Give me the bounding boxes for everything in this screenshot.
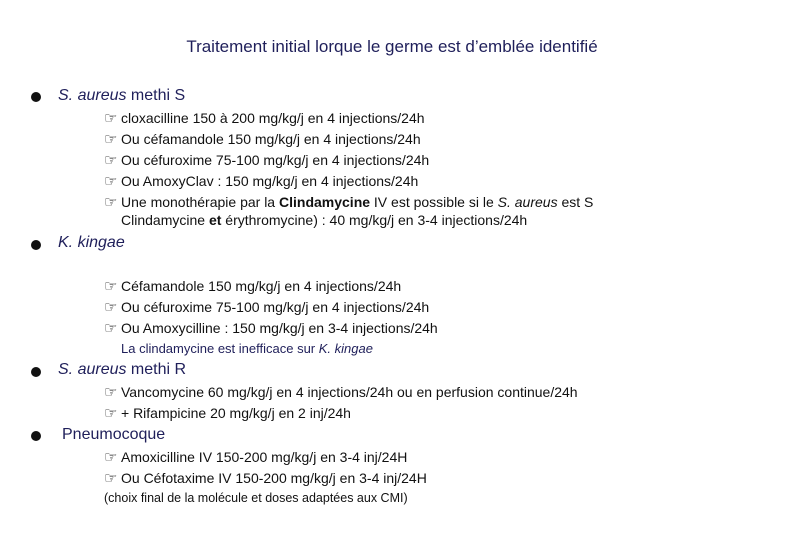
pointing-hand-icon: ☞ — [104, 131, 118, 148]
section-heading-s-aureus-methi-s: S. aureus methi S — [58, 87, 186, 104]
pointing-hand-icon: ☞ — [104, 173, 118, 190]
list-item-special: ☞ Une monothérapie par la Clindamycine IV est possible si le S. aureus est S — [104, 194, 594, 211]
list-item: ☞ Ou céfamandole 150 mg/kg/j en 4 injections/24h — [104, 131, 421, 148]
list-item: ☞ Ou céfuroxime 75-100 mg/kg/j en 4 injections/24h — [104, 299, 430, 316]
bullet-icon — [31, 431, 41, 441]
bullet-icon — [31, 92, 41, 102]
pointing-hand-icon: ☞ — [104, 278, 118, 295]
pointing-hand-icon: ☞ — [104, 384, 118, 401]
list-item: ☞ + Rifampicine 20 mg/kg/j en 2 inj/24h — [104, 405, 351, 422]
section-heading-s-aureus-methi-r: S. aureus methi R — [58, 361, 187, 378]
list-item: ☞ Ou Céfotaxime IV 150-200 mg/kg/j en 3-4 inj/24H — [104, 470, 427, 487]
pointing-hand-icon: ☞ — [104, 449, 118, 466]
pointing-hand-icon: ☞ — [104, 110, 118, 127]
pointing-hand-icon: ☞ — [104, 470, 118, 487]
section-heading-k-kingae: K. kingae — [58, 234, 125, 251]
pointing-hand-icon: ☞ — [104, 320, 118, 337]
bullet-icon — [31, 367, 41, 377]
list-item: ☞ Amoxicilline IV 150-200 mg/kg/j en 3-4 inj/24H — [104, 449, 408, 466]
list-item: ☞ Céfamandole 150 mg/kg/j en 4 injections/24h — [104, 278, 402, 295]
list-item: ☞ Ou AmoxyClav : 150 mg/kg/j en 4 injections/24h — [104, 173, 419, 190]
pointing-hand-icon: ☞ — [104, 405, 118, 422]
pointing-hand-icon: ☞ — [104, 299, 118, 316]
footnote: (choix final de la molécule et doses adaptées aux CMI) — [104, 491, 408, 505]
note: La clindamycine est inefficace sur K. kingae — [121, 341, 373, 356]
list-item: ☞ cloxacilline 150 à 200 mg/kg/j en 4 injections/24h — [104, 110, 425, 127]
list-item-continuation: Clindamycine et érythromycine) : 40 mg/kg/j en 3-4 injections/24h — [121, 212, 528, 228]
bullet-icon — [31, 240, 41, 250]
pointing-hand-icon: ☞ — [104, 194, 118, 211]
list-item: ☞ Ou céfuroxime 75-100 mg/kg/j en 4 injections/24h — [104, 152, 430, 169]
section-heading-pneumocoque: Pneumocoque — [62, 426, 166, 443]
page-title: Traitement initial lorque le germe est d’emblée identifié — [186, 37, 598, 56]
pointing-hand-icon: ☞ — [104, 152, 118, 169]
list-item: ☞ Vancomycine 60 mg/kg/j en 4 injections/24h ou en perfusion continue/24h — [104, 384, 578, 401]
list-item: ☞ Ou Amoxycilline : 150 mg/kg/j en 3-4 injections/24h — [104, 320, 438, 337]
